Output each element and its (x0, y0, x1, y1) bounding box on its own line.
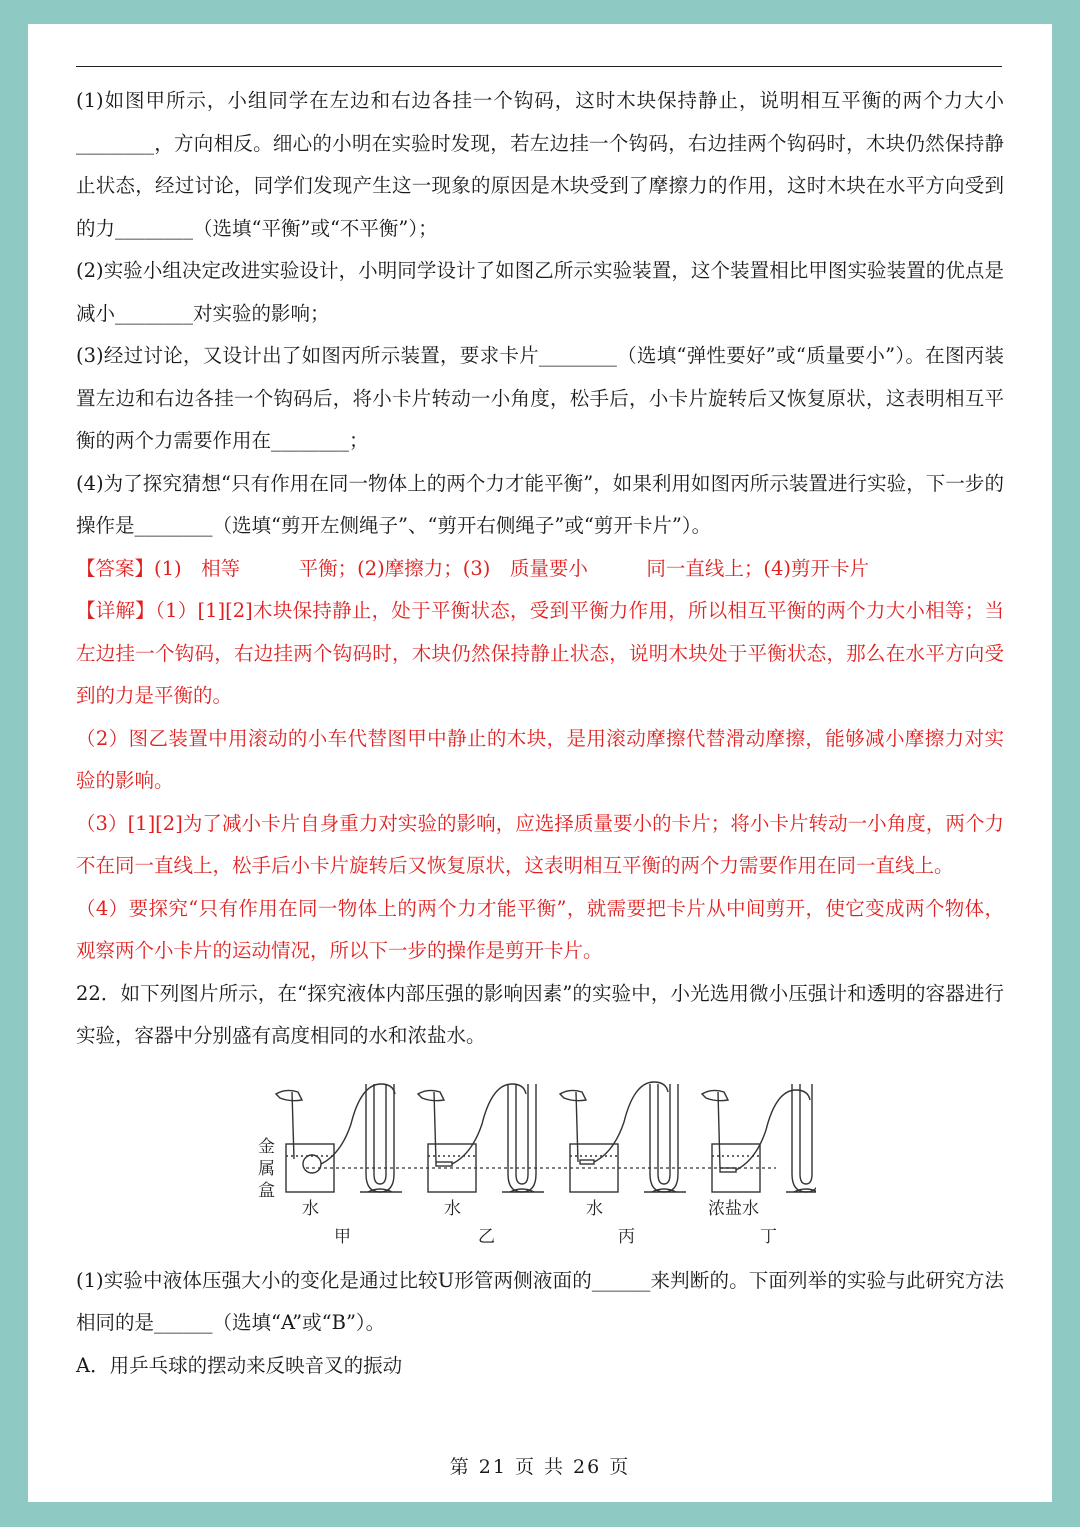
q21-part4: (4)为了探究猜想“只有作用在同一物体上的两个力才能平衡”，如果利用如图丙所示装置进行实验，下一步的操作是________（选填“剪开左侧绳子”、“剪开右侧绳子”或“剪开卡片”）。 (76, 471, 1004, 537)
side-label-1: 金 (258, 1136, 275, 1157)
detail-4: （4）要探究“只有作用在同一物体上的两个力才能平衡”，就需要把卡片从中间剪开，使它变成两个物体，观察两个小卡片的运动情况，所以下一步的操作是剪开卡片。 (76, 896, 1004, 962)
caption-bing: 丙 (618, 1226, 635, 1247)
q21-part3: (3)经过讨论，又设计出了如图丙所示装置，要求卡片________（选填“弹性要好”或“质量要小”）。在图丙装置左边和右边各挂一个钩码后，将小卡片转动一小角度，松手后，小卡片旋转后又恢复原状，这表明相互平衡的两个力需要作用在________； (76, 344, 1004, 452)
setup-bing (560, 1082, 686, 1192)
detail-1 (76, 590, 1004, 718)
setup-yi (418, 1084, 544, 1192)
header-rule (76, 66, 1002, 67)
page-footer: 第 21 页 共 26 页 (449, 1456, 631, 1478)
pressure-gauge-figure (76, 1064, 1004, 1254)
page-sheet (28, 24, 1052, 1502)
q21-part2: (2)实验小组决定改进实验设计，小明同学设计了如图乙所示实验装置，这个装置相比甲图实验装置的优点是减小________对实验的影响； (76, 259, 1004, 325)
answer-text: (1) 相等 平衡；(2)摩擦力；(3) 质量要小 同一直线上；(4)剪开卡片 (154, 556, 870, 580)
detail-2: （2）图乙装置中用滚动的小车代替图甲中静止的木块，是用滚动摩擦代替滑动摩擦，能够减小摩擦力对实验的影响。 (76, 726, 1004, 792)
q22-option-a: A．用乒乓球的摆动来反映音叉的振动 (76, 1353, 403, 1377)
figure-drawing (256, 1064, 816, 1254)
document-body (76, 80, 1004, 1387)
answer-label: 【答案】 (76, 556, 155, 580)
answer-line (76, 548, 1004, 591)
caption-yi: 乙 (478, 1226, 495, 1247)
caption-ding: 丁 (760, 1226, 777, 1247)
liquid-label-yi: 水 (444, 1198, 461, 1219)
setup-ding (702, 1084, 816, 1192)
liquid-label-bing: 水 (586, 1198, 603, 1219)
q22-part1: (1)实验中液体压强大小的变化是通过比较U形管两侧液面的______来判断的。下面列举的实验与此研究方法相同的是______（选填“A”或“B”）。 (76, 1268, 1004, 1334)
detail-label: 【详解】 (76, 599, 156, 622)
caption-jia: 甲 (334, 1226, 351, 1247)
q22-intro: 22．如下列图片所示，在“探究液体内部压强的影响因素”的实验中，小光选用微小压强计和透明的容器进行实验，容器中分别盛有高度相同的水和浓盐水。 (76, 981, 1004, 1047)
detail-3: （3）[1][2]为了减小卡片自身重力对实验的影响，应选择质量要小的卡片；将小卡片转动一小角度，两个力不在同一直线上，松手后小卡片旋转后又恢复原状，这表明相互平衡的两个力需要作用在同一直线上。 (76, 811, 1004, 877)
liquid-label-ding: 浓盐水 (708, 1198, 759, 1219)
detail-1-text: （1）[1][2]木块保持静止，处于平衡状态，受到平衡力作用，所以相互平衡的两个力大小相等；当左边挂一个钩码，右边挂两个钩码时，木块仍然保持静止状态，说明木块处于平衡状态，那么在水平方向受到的力是平衡的。 (76, 599, 1004, 707)
liquid-label-jia: 水 (302, 1198, 319, 1219)
side-label-2: 属 (258, 1158, 275, 1179)
q21-part1: (1)如图甲所示，小组同学在左边和右边各挂一个钩码，这时木块保持静止，说明相互平衡的两个力大小________，方向相反。细心的小明在实验时发现，若左边挂一个钩码，右边挂两个钩码时，木块仍然保持静止状态，经过讨论，同学们发现产生这一现象的原因是木块受到了摩擦力的作用，这时木块在水平方向受到的力________（选填“平衡”或“不平衡”）； (76, 89, 1004, 240)
side-label-3: 盒 (258, 1180, 275, 1201)
setup-jia (276, 1084, 402, 1192)
